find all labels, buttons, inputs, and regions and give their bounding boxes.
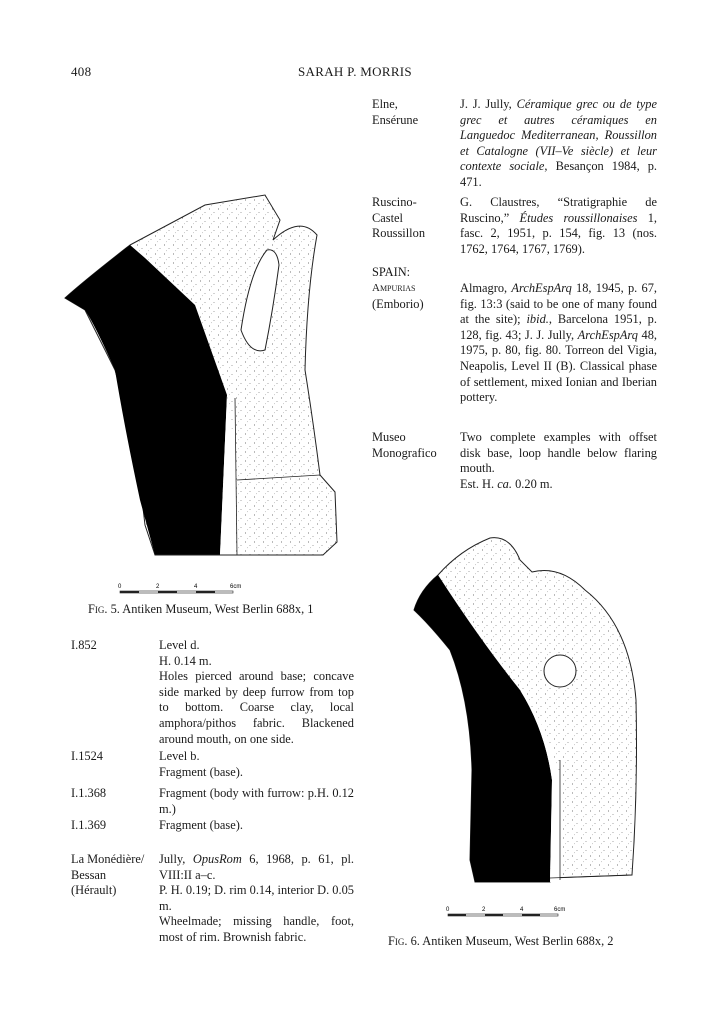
figure-5-caption: Fig. 5. Antiken Museum, West Berlin 688x, 1 xyxy=(88,602,314,616)
entry-id: I.1.368 xyxy=(71,786,107,800)
entry-id: I.852 xyxy=(71,638,97,652)
citation: J. J. Jully, Céramique grec ou de type grec et autres céramiques en Languedoc Mediterranean, Roussillon et Catalogne (VII–Ve siècle) et leur contexte sociale, Besançon 1984, p. 471. xyxy=(460,97,658,189)
site-entry xyxy=(71,852,361,952)
figure-5-scale-bar xyxy=(118,580,258,600)
bibliography-entry xyxy=(372,430,662,492)
catalogue-entry xyxy=(71,786,361,820)
scale-tick-0: 0 xyxy=(446,907,450,913)
entry-text: Level d. H. 0.14 m. Holes pierced around base; concave side marked by deep furrow from top to bottom. Coarse clay, local amphora/pithos fabric. Blackened around mouth, on one side. xyxy=(159,638,354,746)
page-number: 408 xyxy=(71,64,92,79)
site-label: Ruscino- Castel Roussillon xyxy=(372,195,426,241)
citation: G. Claustres, “Stratigraphie de Ruscino,” Études roussillonaises 1, fasc. 2, 1951, p. 154, fig. 13 (nos. 1762, 1764, 1767, 1769). xyxy=(460,195,658,256)
figure-5-drawing xyxy=(55,180,360,600)
figure-6-drawing xyxy=(400,530,660,900)
site-label: La Monédière/ Bessan (Hérault) xyxy=(71,852,145,898)
figure-6-scale-bar xyxy=(446,903,586,923)
bibliography-entry xyxy=(372,195,662,257)
entry-text: Level b. Fragment (base). xyxy=(159,749,243,779)
bibliography-entry xyxy=(372,281,662,429)
citation: Almagro, ArchEspArq 18, 1945, p. 67, fig. 13:3 (said to be one of many found at the site); ibid., Barcelona 1951, p. 128, fig. 43; J. J. Jully, ArchEspArq 48, 1975, p. 80, fig. 80. Torreon del Vigia, Neapolis, Level II (B). Classical phase of settlement, mixed Ionian and Iberian pottery. xyxy=(460,281,657,405)
running-head: SARAH P. MORRIS xyxy=(298,64,412,79)
catalogue-entry xyxy=(71,749,361,783)
catalogue-entry xyxy=(71,638,361,748)
scale-tick-2: 2 xyxy=(482,907,486,913)
scale-tick-4: 4 xyxy=(520,907,524,913)
entry-id: I.1524 xyxy=(71,749,104,763)
catalogue-entry xyxy=(71,818,361,836)
site-label: Ampurias (Emborio) xyxy=(372,282,424,311)
country-heading: SPAIN: xyxy=(372,265,411,279)
scale-tick-0: 0 xyxy=(118,584,122,590)
site-label: Museo Monografico xyxy=(372,430,437,460)
entry-text: Fragment (body with furrow: p.H. 0.12 m.) xyxy=(159,786,354,816)
scale-tick-6: 6cm xyxy=(554,907,566,913)
site-text: Jully, OpusRom 6, 1968, p. 61, pl. VIII:II a–c. P. H. 0.19; D. rim 0.14, interior D. 0.05 m. Wheelmade; missing handle, foot, most of rim. Brownish fabric. xyxy=(159,852,354,944)
site-label: Elne, Ensérune xyxy=(372,97,419,127)
scale-tick-2: 2 xyxy=(156,584,160,590)
entry-text: Fragment (base). xyxy=(159,818,243,832)
citation: Two complete examples with offset disk base, loop handle below flaring mouth. Est. H. ca. 0.20 m. xyxy=(460,430,657,491)
bibliography-entry xyxy=(372,97,662,192)
figure-6-caption: Fig. 6. Antiken Museum, West Berlin 688x, 2 xyxy=(388,934,614,948)
scale-tick-4: 4 xyxy=(194,584,198,590)
entry-id: I.1.369 xyxy=(71,818,107,832)
scale-tick-6: 6cm xyxy=(230,584,242,590)
right-column xyxy=(372,97,662,497)
